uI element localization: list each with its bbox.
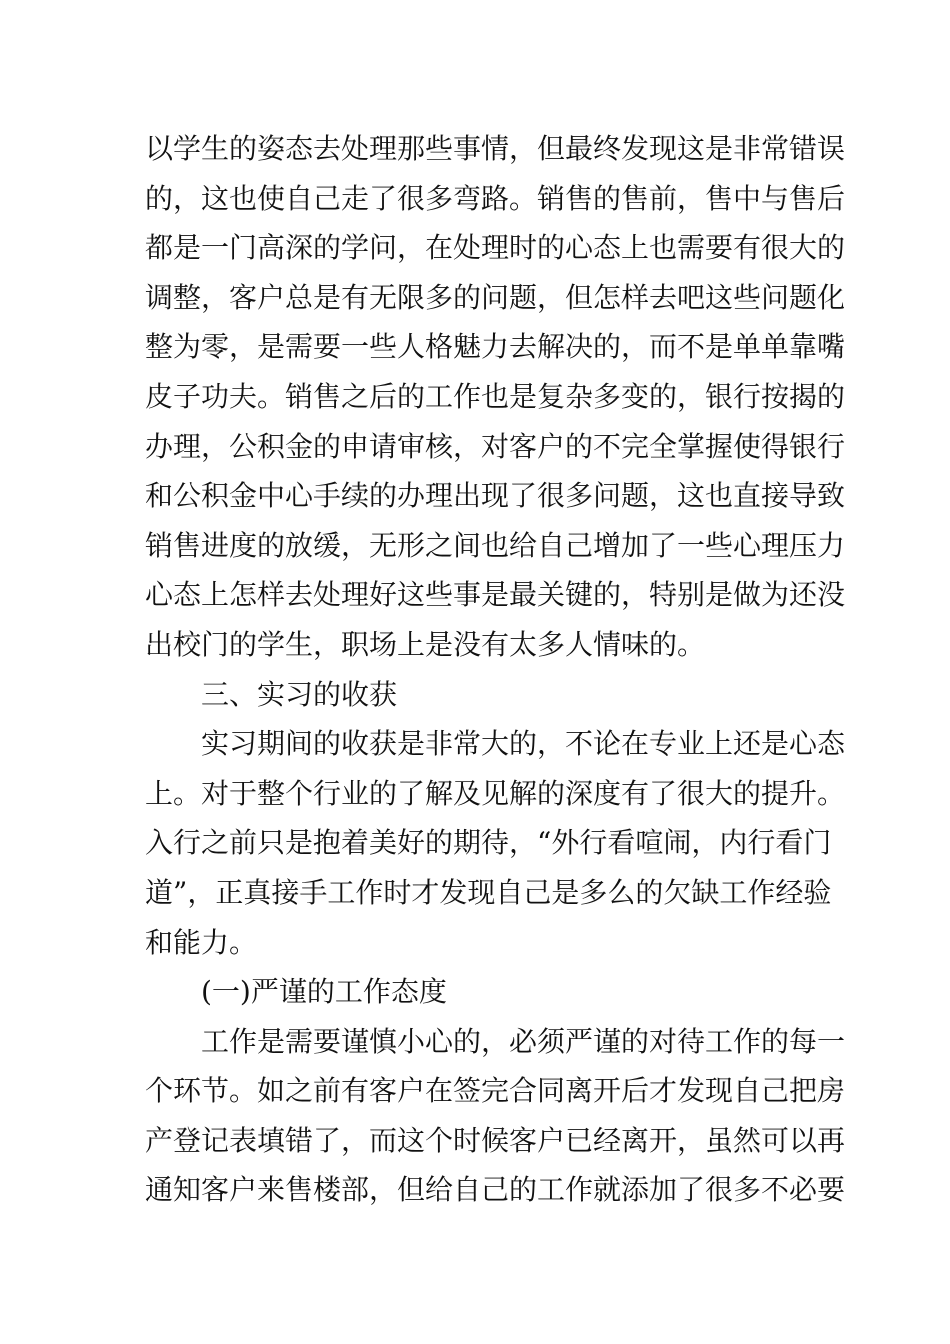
text-line: 销售进度的放缓，无形之间也给自己增加了一些心理压力	[145, 528, 846, 562]
paragraph-first-line: 工作是需要谨慎小心的，必须严谨的对待工作的每一	[201, 1024, 846, 1058]
text-line: 的，这也使自己走了很多弯路。销售的售前，售中与售后	[145, 181, 846, 215]
text-line: 办理，公积金的申请审核，对客户的不完全掌握使得银行	[145, 429, 846, 463]
section-heading: 三、实习的收获	[201, 677, 398, 711]
text-line: 产登记表填错了，而这个时候客户已经离开，虽然可以再	[145, 1123, 846, 1157]
text-line: 出校门的学生，职场上是没有太多人情味的。	[145, 627, 706, 661]
document-body	[145, 124, 846, 1215]
text-line: 心态上怎样去处理好这些事是最关键的，特别是做为还没	[145, 578, 846, 612]
subsection-heading: (一)严谨的工作态度	[201, 975, 447, 1009]
text-line: 整为零，是需要一些人格魅力去解决的，而不是单单靠嘴	[145, 330, 846, 364]
text-line: 调整，客户总是有无限多的问题，但怎样去吧这些问题化	[145, 280, 846, 314]
text-line: 通知客户来售楼部，但给自己的工作就添加了很多不必要	[145, 1173, 846, 1207]
text-line: 都是一门高深的学问，在处理时的心态上也需要有很大的	[145, 231, 846, 265]
text-line: 入行之前只是抱着美好的期待，“外行看喧闹，内行看门	[145, 826, 832, 860]
text-line: 道”，正真接手工作时才发现自己是多么的欠缺工作经验	[145, 875, 832, 909]
text-line: 以学生的姿态去处理那些事情，但最终发现这是非常错误	[145, 132, 846, 165]
text-line: 和公积金中心手续的办理出现了很多问题，这也直接导致	[145, 479, 846, 513]
text-line: 和能力。	[145, 925, 258, 959]
text-line: 上。对于整个行业的了解及见解的深度有了很大的提升。	[145, 776, 846, 810]
text-line: 个环节。如之前有客户在签完合同离开后才发现自己把房	[145, 1074, 846, 1108]
text-line: 皮子功夫。销售之后的工作也是复杂多变的，银行按揭的	[145, 379, 846, 413]
paragraph-first-line: 实习期间的收获是非常大的，不论在专业上还是心态	[201, 727, 846, 761]
